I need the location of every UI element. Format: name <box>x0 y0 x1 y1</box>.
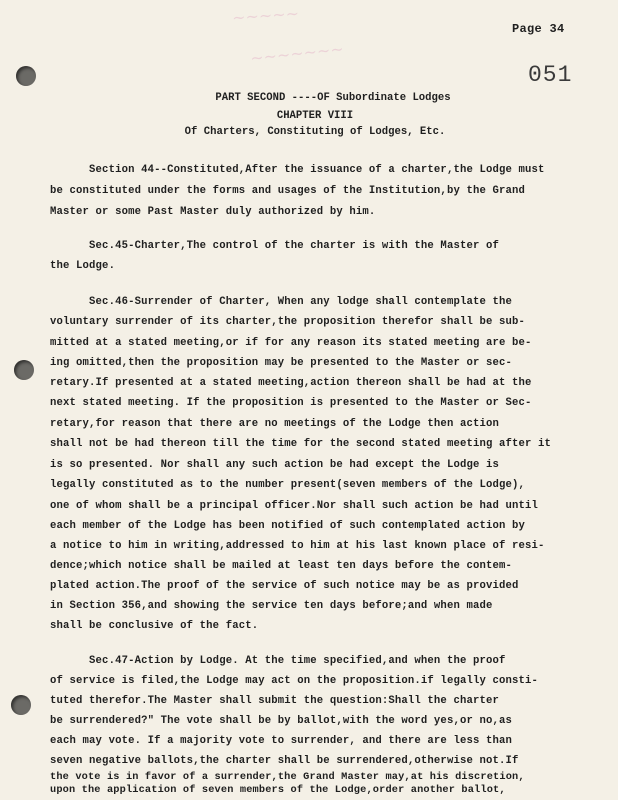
faded-handwriting-mark: ~~~~~ <box>231 3 300 28</box>
chapter-title: CHAPTER VIII <box>276 110 354 122</box>
page-number: Page 34 <box>512 22 565 36</box>
text-line: retary.If presented at a stated meeting,action thereon shall be had at the <box>50 377 532 389</box>
text-line: one of whom shall be a principal officer.Nor shall such action be had until <box>50 500 539 512</box>
text-line: each may vote. If a majority vote to surrender, and there are less than <box>50 735 513 747</box>
text-line: is so presented. Nor shall any such action be had except the Lodge is <box>50 459 500 471</box>
text-line: retary,for reason that there are no meetings of the Lodge then action <box>50 418 500 430</box>
text-line: Sec.46-Surrender of Charter, When any lodge shall contemplate the <box>50 296 513 308</box>
text-line: a notice to him in writing,addressed to him at his last known place of resi- <box>50 540 545 552</box>
text-line: mitted at a stated meeting,or if for any reason its stated meeting are be- <box>50 337 532 349</box>
text-line: Sec.47-Action by Lodge. At the time specified,and when the proof <box>50 655 506 667</box>
part-title: PART SECOND ----OF Subordinate Lodges <box>215 92 451 104</box>
text-line: tuted therefor.The Master shall submit the question:Shall the charter <box>50 695 500 707</box>
punch-hole-middle <box>14 360 34 380</box>
text-line: the vote is in favor of a surrender,the Grand Master may,at his discretion, <box>50 771 525 783</box>
text-line: be constituted under the forms and usages of the Institution,by the Grand <box>50 185 526 197</box>
chapter-subtitle: Of Charters, Constituting of Lodges, Etc. <box>184 126 446 138</box>
text-line: shall not be had thereon till the time for the second stated meeting after it <box>50 438 552 450</box>
text-line: in Section 356,and showing the service ten days before;and when made <box>50 600 493 612</box>
text-line: voluntary surrender of its charter,the proposition therefor shall be sub- <box>50 316 526 328</box>
text-line: upon the application of seven members of the Lodge,order another ballot, <box>50 784 506 796</box>
text-line: seven negative ballots,the charter shall be surrendered,otherwise not.If <box>50 755 519 767</box>
text-line: ing omitted,then the proposition may be presented to the Master or sec- <box>50 357 513 369</box>
text-line: dence;which notice shall be mailed at least ten days before the contem- <box>50 560 513 572</box>
text-line: of service is filed,the Lodge may act on the proposition.if legally consti- <box>50 675 539 687</box>
stamped-document-number: 051 <box>528 62 573 88</box>
faded-handwriting-mark: ~~~~~~~ <box>249 39 345 68</box>
text-line: legally constituted as to the number present(seven members of the Lodge), <box>50 479 526 491</box>
text-line: Section 44--Constituted,After the issuance of a charter,the Lodge must <box>50 164 545 176</box>
punch-hole-bottom <box>11 695 31 715</box>
text-line: plated action.The proof of the service of such notice may be as provided <box>50 580 519 592</box>
text-line: next stated meeting. If the proposition is presented to the Master or Sec- <box>50 397 532 409</box>
text-line: Sec.45-Charter,The control of the charter is with the Master of <box>50 240 500 252</box>
text-line: shall be conclusive of the fact. <box>50 620 259 632</box>
text-line: each member of the Lodge has been notified of such contemplated action by <box>50 520 526 532</box>
text-line: Master or some Past Master duly authorized by him. <box>50 206 376 218</box>
punch-hole-top <box>16 66 36 86</box>
text-line: be surrendered?" The vote shall be by ballot,with the word yes,or no,as <box>50 715 513 727</box>
text-line: the Lodge. <box>50 260 116 272</box>
